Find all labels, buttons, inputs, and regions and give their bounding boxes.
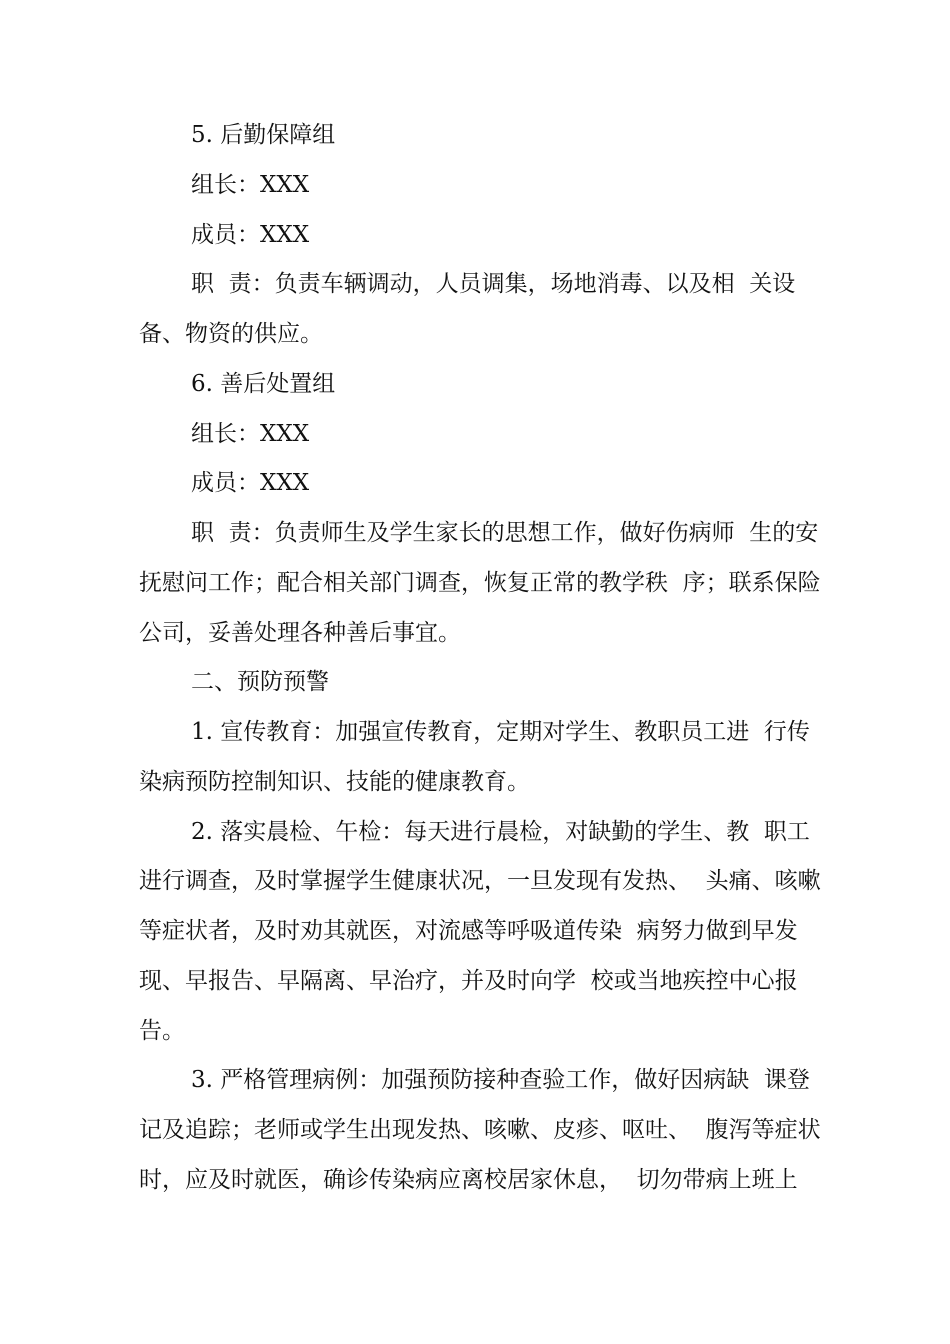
paragraph-line: 1. 宣传教育：加强宣传教育，定期对学生、教职员工进 行传 [191, 719, 810, 745]
group-members-line: 成员：XXX [191, 222, 310, 248]
paragraph-line: 告。 [139, 1018, 185, 1044]
group-members-line: 成员：XXX [191, 470, 310, 496]
section-heading-logistics: 5. 后勤保障组 [191, 122, 336, 148]
section-heading-aftermath: 6. 善后处置组 [191, 371, 336, 397]
paragraph-line: 染病预防控制知识、技能的健康教育。 [139, 769, 530, 795]
group-leader-line: 组长：XXX [191, 421, 310, 447]
duties-line-continued: 备、物资的供应。 [139, 321, 323, 347]
duties-line: 职 责：负责师生及学生家长的思想工作，做好伤病师 生的安 [191, 520, 819, 546]
paragraph-line: 进行调查，及时掌握学生健康状况，一旦发现有发热、 头痛、咳嗽 [139, 868, 821, 894]
duties-line-continued: 抚慰问工作；配合相关部门调查，恢复正常的教学秩 序；联系保险 [139, 570, 821, 596]
paragraph-line: 时，应及时就医，确诊传染病应离校居家休息， 切勿带病上班上 [139, 1167, 798, 1193]
duties-line: 职 责：负责车辆调动，人员调集，场地消毒、以及相 关设 [191, 271, 796, 297]
paragraph-line: 2. 落实晨检、午检：每天进行晨检，对缺勤的学生、教 职工 [191, 819, 810, 845]
group-leader-line: 组长：XXX [191, 172, 310, 198]
duties-line-continued: 公司，妥善处理各种善后事宜。 [139, 620, 461, 646]
paragraph-line: 现、早报告、早隔离、早治疗，并及时向学 校或当地疾控中心报 [139, 968, 798, 994]
paragraph-line: 3. 严格管理病例：加强预防接种查验工作，做好因病缺 课登 [191, 1067, 810, 1093]
paragraph-line: 等症状者，及时劝其就医，对流感等呼吸道传染 病努力做到早发 [139, 918, 798, 944]
chapter-heading-prevention: 二、预防预警 [191, 669, 329, 695]
paragraph-line: 记及追踪；老师或学生出现发热、咳嗽、皮疹、呕吐、 腹泻等症状 [139, 1117, 821, 1143]
